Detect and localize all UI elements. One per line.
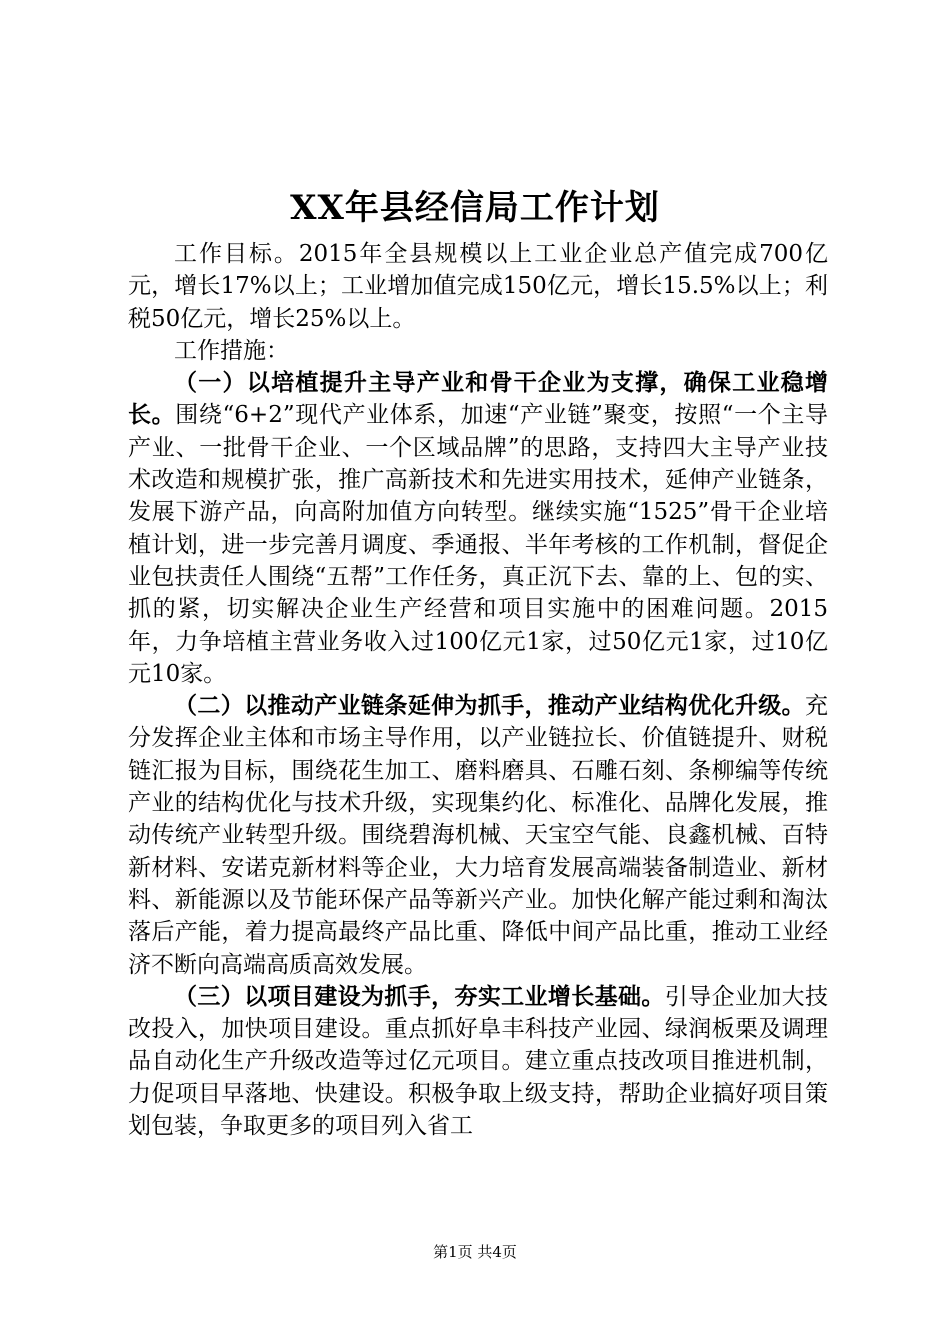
paragraph-text: 引导企业加大技改投入，加快项目建设。重点抓好阜丰科技产业园、绿润板栗及调理品自动化生产升级改造等过亿元项目。建立重点技改项目推进机制，力促项目早落地、快建设。积极争取上级支持，帮助企业搞好项目策划包装，争取更多的项目列入省工 bbox=[128, 983, 829, 1140]
paragraph-goals bbox=[128, 238, 828, 335]
paragraph-measure-2 bbox=[128, 690, 828, 981]
document-body bbox=[128, 238, 828, 1142]
paragraph-measure-1 bbox=[128, 367, 828, 690]
page-footer: 第1页 共4页 bbox=[433, 1243, 517, 1261]
document-title: XX年县经信局工作计划 bbox=[290, 188, 660, 228]
paragraph-text: 充分发挥企业主体和市场主导作用，以产业链拉长、价值链提升、财税链汇报为目标，围绕花生加工、磨料磨具、石雕石刻、条柳编等传统产业的结构优化与技术升级，实现集约化、标准化、品牌化发展，推动传统产业转型升级。围绕碧海机械、天宝空气能、良鑫机械、百特新材料、安诺克新材料等企业，大力培育发展高端装备制造业、新材料、新能源以及节能环保产品等新兴产业。加快化解产能过剩和淘汰落后产能，着力提高最终产品比重、降低中间产品比重，推动工业经济不断向高端高质高效发展。 bbox=[128, 693, 828, 978]
paragraph-measures-intro bbox=[128, 335, 828, 367]
paragraph-text: 围绕“6+2”现代产业体系，加速“产业链”聚变，按照“一个主导产业、一批骨干企业、一个区域品牌”的思路，支持四大主导产业技术改造和规模扩张，推广高新技术和先进实用技术，延伸产业链条，发展下游产品，向高附加值方向转型。继续实施“1525”骨干企业培植计划，进一步完善月调度、季通报、半年考核的工作机制，督促企业包扶责任人围绕“五帮”工作任务，真正沉下去、靠的上、包的实、抓的紧，切实解决企业生产经营和项目实施中的困难问题。2015年，力争培植主营业务收入过100亿元1家，过50亿元1家，过10亿元10家。 bbox=[128, 402, 828, 687]
paragraph-measure-3 bbox=[128, 981, 828, 1142]
paragraph-text: 工作目标。2015年全县规模以上工业企业总产值完成700亿元，增长17%以上；工业增加值完成150亿元，增长15.5%以上；利税50亿元，增长25%以上。 bbox=[128, 241, 828, 332]
paragraph-heading: （一）以培植提升主导产业和骨干企业为支撑，确保工业稳增长。 bbox=[128, 369, 828, 429]
paragraph-heading: （三）以项目建设为抓手，夯实工业增长基础。 bbox=[174, 982, 665, 1010]
paragraph-heading: （二）以推动产业链条延伸为抓手，推动产业结构优化升级。 bbox=[174, 692, 805, 720]
paragraph-text: 工作措施： bbox=[174, 337, 289, 364]
